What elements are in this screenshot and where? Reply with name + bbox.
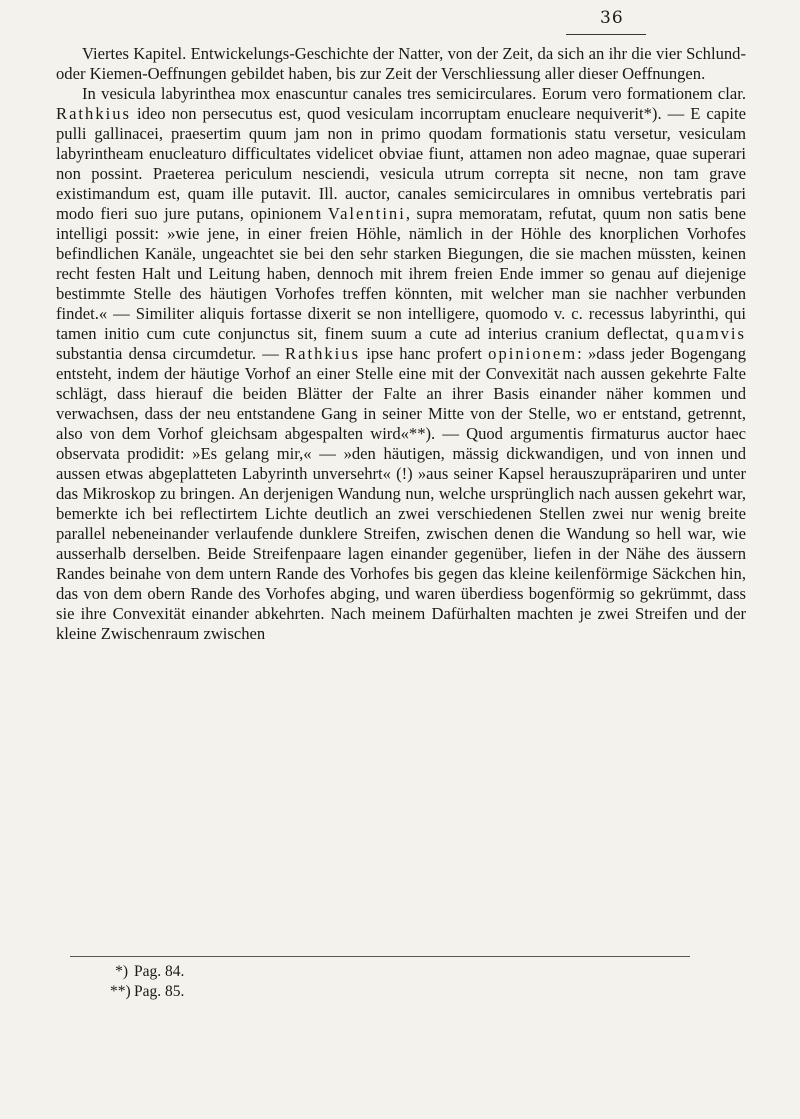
body-text [56, 44, 746, 644]
author-name-spaced: Rathkius [285, 344, 361, 363]
page-number: 36 [600, 8, 624, 28]
footnote-text: Pag. 84. [134, 963, 185, 980]
footnote-mark: **) [110, 983, 131, 1000]
paragraph-main [56, 84, 746, 644]
author-name-spaced: Rathkius [56, 104, 132, 123]
footnotes [110, 962, 184, 1002]
footnote-item [110, 982, 184, 1002]
text-segment: : »dass jeder Bogengang entsteht, indem der häutige Vorhof an einer Stelle eine mit der Convexität nach aussen gekehrte Falte schlägt, dass hierauf die beiden Blätter der Falte an ihrer Basis einander näher kommen und verwachsen, dass der neu entstandene Gang in seiner Mitte von der Stelle, wo er entstand, getrennt, also von dem Vorhof gleichsam abgespalten wird«**). — Quod argumentis firmaturus auctor haec observata prodidit: »Es gelang mir,« — »den häutigen, mässig dickwandigen, und von innen und aussen etwas abgeplatteten Labyrinth unversehrt« (!) »aus seiner Kapsel herauszupräpariren und unter das Mikroskop zu bringen. An derjenigen Wandung nun, welche ursprünglich nach aussen gekehrt war, bemerkte ich bei reflectirtem Lichte deutlich an zwei verschiedenen Stellen zwei nur wenig breite parallel nebeneinander verlaufende dunklere Streifen, zwischen denen die Wandung so hell war, wie ausserhalb derselben. Beide Streifenpaare lagen einander gegenüber, liefen in der Nähe des äussern Randes beinahe von dem untern Rande des Vorhofes bis gegen das kleine keilenförmige Säckchen hin, das von dem obern Rande des Vorhofes abging, und waren überdiess bogenförmig so gekrümmt, dass sie ihre Convexität einander abkehrten. Nach meinem Dafürhalten machten je zwei Streifen und der kleine Zwischenraum zwischen [56, 344, 747, 643]
footnote-divider [70, 956, 690, 957]
emphasis-spaced: opinionem [488, 344, 578, 363]
author-name-spaced: Valentini [327, 204, 406, 223]
paragraph-chapter-heading [56, 44, 746, 84]
text-segment: ideo non persecutus est, quod vesiculam incorruptam enucleare nequiverit*). — E capite pulli gallinacei, praesertim quum jam non in primo quodam formationis statu versetur, vesiculam labyrintheam enucleaturo difficultates videlicet obviae fiunt, attamen non adeo magnae, quae superari non possint. Praeterea periculum nesciendi, vesicula utrum correpta sit necne, non tam grave existimandum est, quam ille putavit. Ill. auctor, canales semicirculares in omnibus vertebratis pari modo fieri suo jure putans, opinionem [56, 104, 746, 223]
text-segment: , supra memoratam, refutat, quum non satis bene intelligi possit: »wie jene, in einer freien Höhle, nämlich in der Höhle des knorplichen Vorhofes befindlichen Kanäle, ungeachtet sie bei den sehr starken Biegungen, die sie machen müssten, keinen recht festen Halt und Leitung haben, dennoch mit ihrem freien Ende immer so genau auf diejenige bestimmte Stelle des häutigen Vorhofes treffen könnten, mit welcher man sie nachher verbunden findet.« — Similiter aliquis fortasse dixerit se non intelligere, quomodo v. c. recessus labyrinthi, qui tamen initio cum cute conjunctus sit, finem suum a cute ad interius cranium deflectat, [56, 204, 746, 343]
footnote-text: Pag. 85. [134, 983, 185, 1000]
text-segment: Viertes Kapitel. Entwickelungs-Geschichte der Natter, von der Zeit, da sich an ihr die vier Schlund- oder Kiemen-Oeffnungen gebildet haben, bis zur Zeit der Verschliessung aller dieser Oeffnungen. [56, 44, 746, 83]
text-segment: substantia densa circumdetur. — [56, 344, 286, 363]
text-segment: In vesicula labyrinthea mox enascuntur canales tres semicirculares. Eorum vero formationem clar. [82, 84, 746, 103]
footnote-mark: *) [115, 963, 128, 980]
text-segment: ipse hanc profert [360, 344, 489, 363]
footnote-item [110, 962, 184, 982]
emphasis-spaced: quamvis [675, 324, 746, 343]
page-number-underline [566, 34, 646, 35]
